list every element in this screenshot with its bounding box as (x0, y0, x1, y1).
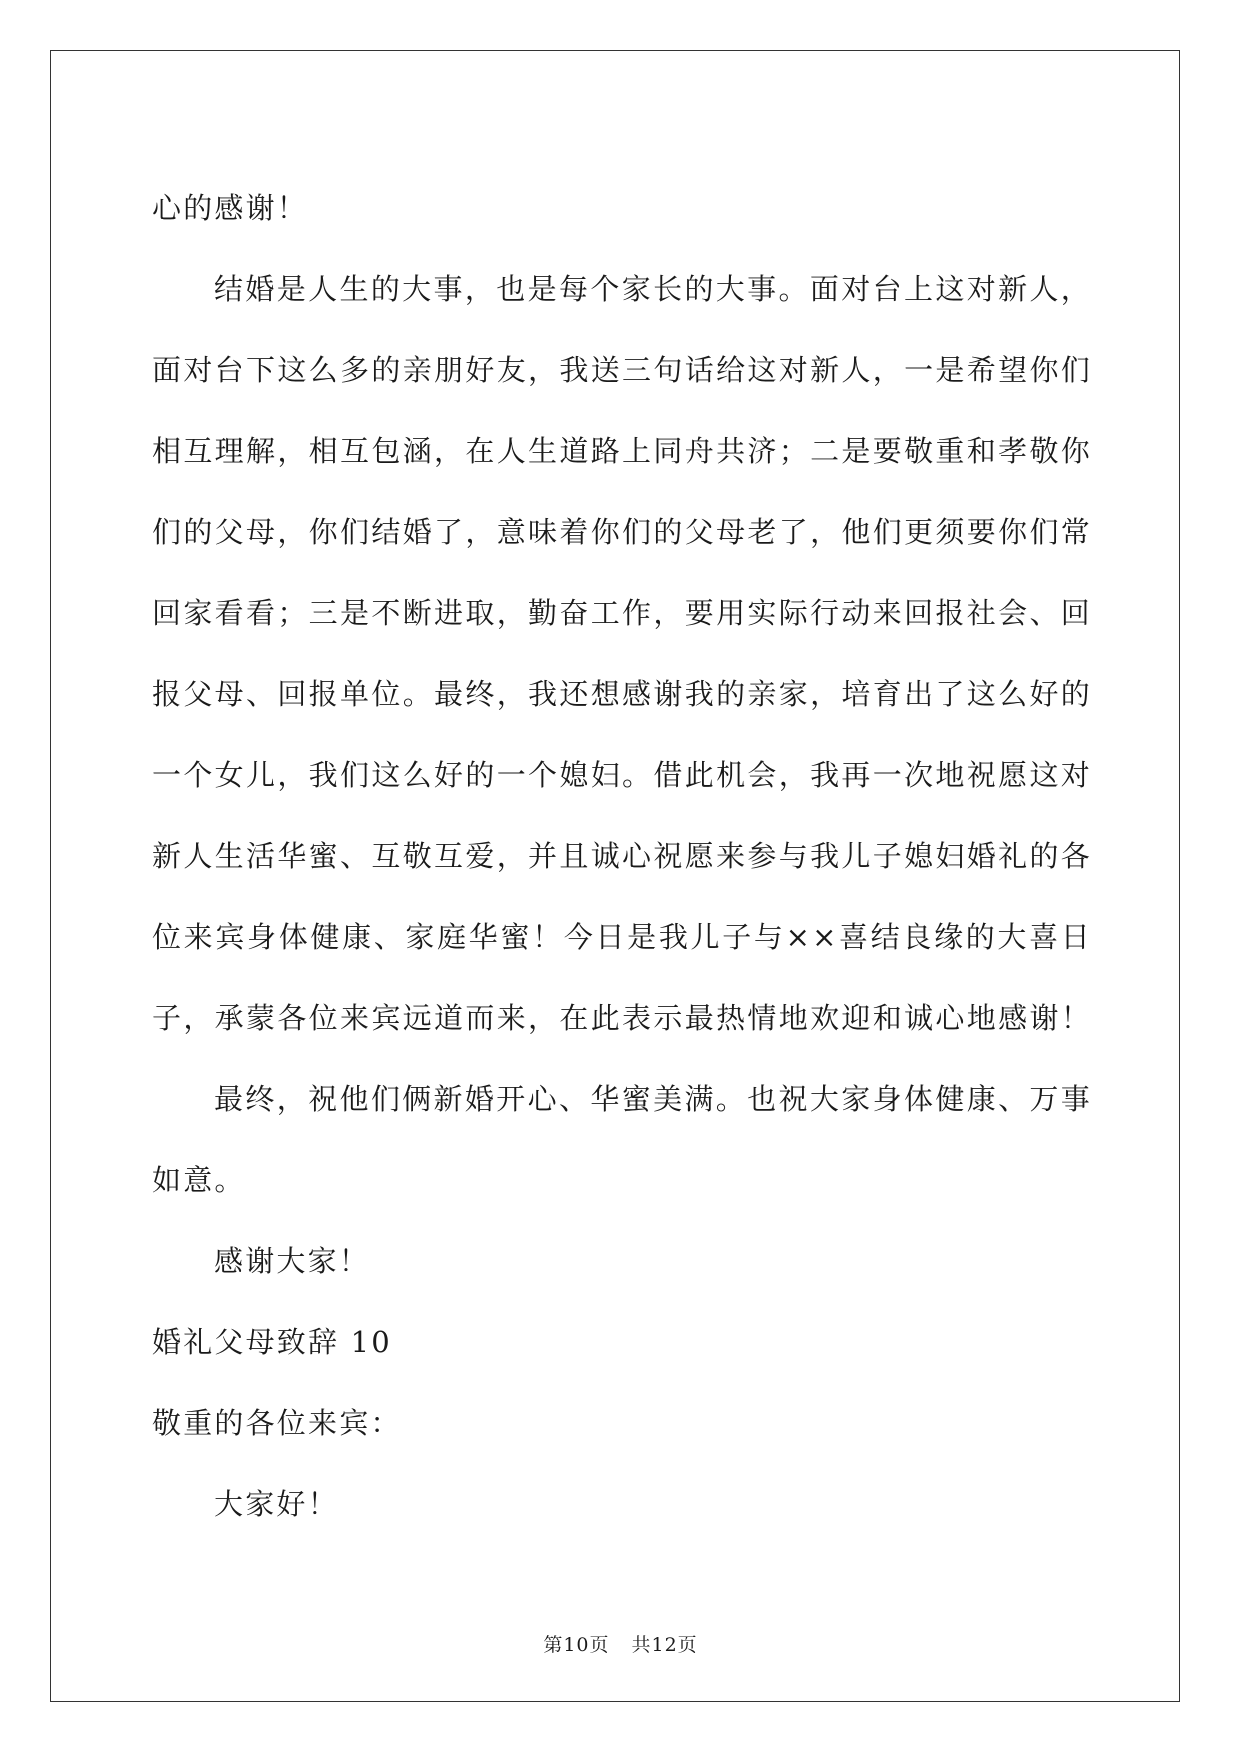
text-line: 如意。 (152, 1163, 246, 1197)
text-line: 面对台下这么多的亲朋好友，我送三句话给这对新人，一是希望你们 (152, 353, 1092, 387)
text-line: 们的父母，你们结婚了，意味着你们的父母老了，他们更须要你们常 (152, 515, 1092, 549)
text-line: 心的感谢！ (152, 191, 309, 225)
document-body (152, 168, 1092, 1545)
page-footer (0, 1630, 1241, 1657)
text-line: 子，承蒙各位来宾远道而来，在此表示最热情地欢迎和诚心地感谢！ (152, 1001, 1092, 1035)
text-line: 报父母、回报单位。最终，我还想感谢我的亲家，培育出了这么好的 (152, 677, 1092, 711)
paragraph-start: 最终，祝他们俩新婚开心、华蜜美满。也祝大家身体健康、万事 (214, 1082, 1092, 1116)
salutation: 敬重的各位来宾： (152, 1406, 402, 1440)
paragraph-start: 结婚是人生的大事，也是每个家长的大事。面对台上这对新人， (214, 272, 1092, 306)
total-page-count: 共12页 (631, 1634, 698, 1656)
text-line: 相互理解，相互包涵，在人生道路上同舟共济；二是要敬重和孝敬你 (152, 434, 1092, 468)
current-page-number: 第10页 (543, 1634, 610, 1656)
text-line: 位来宾身体健康、家庭华蜜！今日是我儿子与××喜结良缘的大喜日 (152, 920, 1092, 954)
section-title: 婚礼父母致辞 10 (152, 1325, 392, 1359)
text-line: 一个女儿，我们这么好的一个媳妇。借此机会，我再一次地祝愿这对 (152, 758, 1092, 792)
text-line: 新人生活华蜜、互敬互爱，并且诚心祝愿来参与我儿子媳妇婚礼的各 (152, 839, 1092, 873)
paragraph-start: 感谢大家！ (214, 1244, 371, 1278)
greeting: 大家好！ (214, 1487, 339, 1521)
text-line: 回家看看；三是不断进取，勤奋工作，要用实际行动来回报社会、回 (152, 596, 1092, 630)
